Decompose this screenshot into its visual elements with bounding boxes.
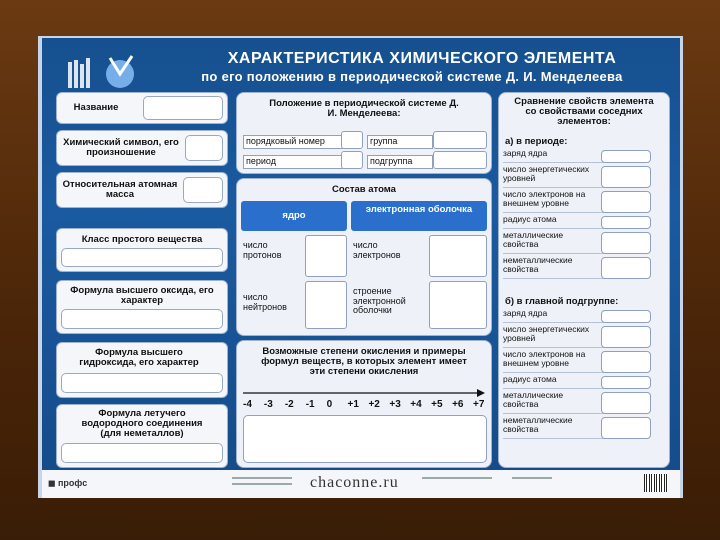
card-label: Класс простого вещества: [81, 234, 203, 245]
atom-panel: [236, 178, 492, 336]
flask-logo-icon: [62, 52, 152, 92]
card-atomic-mass: [56, 172, 228, 208]
shell-header: электронная оболочка: [351, 201, 487, 231]
hydroxide-field[interactable]: [61, 373, 223, 393]
period-compare-label: а) в периоде:: [505, 136, 568, 147]
subgroup-field[interactable]: [433, 151, 487, 169]
compare-row-field[interactable]: [601, 166, 651, 188]
compare-row-label: радиус атома: [503, 374, 557, 384]
nucleus-header: ядро: [241, 201, 347, 231]
compare-row-label: заряд ядра: [503, 308, 548, 318]
oxide-field[interactable]: [61, 309, 223, 329]
name-field[interactable]: [143, 96, 223, 120]
compare-row-field[interactable]: [601, 417, 651, 439]
card-label: Химический символ, его произношение: [63, 137, 179, 158]
compare-row-label: неметаллические свойства: [503, 255, 573, 274]
card-label: Относительная атомная масса: [62, 179, 178, 200]
barcode-icon: [644, 474, 668, 492]
neutrons-label: число нейтронов: [243, 292, 287, 312]
protons-field[interactable]: [305, 235, 347, 277]
field-label: порядковый номер: [243, 135, 343, 149]
card-oxide: [56, 280, 228, 334]
oxidation-state-tick: +6: [452, 399, 464, 410]
publisher-logo: ◼ профс: [48, 478, 88, 488]
oxidation-arrow-icon: [243, 389, 485, 397]
compare-row-field[interactable]: [601, 257, 651, 279]
compare-row-label: металлические свойства: [503, 230, 564, 249]
card-symbol: [56, 130, 228, 166]
oxidation-state-tick: -2: [284, 399, 294, 410]
electrons-label: число электронов: [353, 240, 401, 260]
oxidation-examples-field[interactable]: [243, 415, 487, 463]
period-field[interactable]: [341, 151, 363, 169]
class-field[interactable]: [61, 248, 223, 267]
atomic-number-field[interactable]: [341, 131, 363, 149]
oxidation-state-tick: +5: [431, 399, 443, 410]
card-label: Название: [73, 102, 119, 113]
card-hydroxide: [56, 342, 228, 398]
compare-row-field[interactable]: [601, 326, 651, 348]
fine-print: [512, 477, 552, 479]
symbol-field[interactable]: [185, 135, 223, 161]
compare-row-field[interactable]: [601, 232, 651, 254]
oxidation-state-tick: +4: [410, 399, 422, 410]
oxidation-state-tick: +1: [347, 399, 359, 410]
poster-subtitle: по его положению в периодической системе Д. И. Менделеева: [201, 69, 623, 84]
card-label: Формула высшего оксида, его характер: [70, 285, 214, 306]
compare-title: Сравнение свойств элемента со свойствами соседних элементов:: [514, 96, 654, 127]
shell-structure-label: строение электронной оболочки: [353, 286, 406, 315]
compare-row-label: число энергетических уровней: [503, 164, 590, 183]
compare-row-field[interactable]: [601, 392, 651, 414]
card-label: Формула летучего водородного соединения (для неметаллов): [81, 408, 203, 439]
field-label: подгруппа: [367, 155, 433, 169]
subgroup-compare-label: б) в главной подгруппе:: [505, 296, 619, 307]
compare-row-field[interactable]: [601, 376, 651, 389]
compare-row-field[interactable]: [601, 310, 651, 323]
group-field[interactable]: [433, 131, 487, 149]
compare-row-label: металлические свойства: [503, 390, 564, 409]
card-name: [56, 92, 228, 124]
protons-label: число протонов: [243, 240, 282, 260]
fine-print: [232, 477, 292, 479]
compare-row-label: число электронов на внешнем уровне: [503, 189, 586, 208]
shell-structure-field[interactable]: [429, 281, 487, 329]
mass-field[interactable]: [183, 177, 223, 203]
oxidation-state-tick: 0: [326, 399, 333, 410]
poster-title: ХАРАКТЕРИСТИКА ХИМИЧЕСКОГО ЭЛЕМЕНТА: [227, 50, 617, 67]
position-title: Положение в периодической системе Д. И. Менделеева:: [269, 98, 459, 119]
oxidation-scale: [243, 399, 485, 411]
poster: [42, 38, 680, 470]
card-label: Формула высшего гидроксида, его характер: [79, 347, 199, 368]
fine-print: [422, 477, 492, 479]
neutrons-field[interactable]: [305, 281, 347, 329]
fine-print: [232, 483, 292, 485]
position-panel: [236, 92, 492, 174]
watermark: chaconne.ru: [310, 474, 399, 491]
card-substance-class: [56, 228, 228, 272]
compare-row-label: радиус атома: [503, 214, 557, 224]
oxidation-state-tick: -3: [263, 399, 273, 410]
compare-row-field[interactable]: [601, 150, 651, 163]
oxidation-panel: [236, 340, 492, 468]
compare-panel: [498, 92, 670, 468]
oxidation-state-tick: -1: [305, 399, 315, 410]
hydride-field[interactable]: [61, 443, 223, 463]
atom-title: Состав атома: [332, 184, 396, 195]
card-hydride: [56, 404, 228, 468]
oxidation-title: Возможные степени окисления и примеры формул веществ, в которых элемент имеет эти степени окисления: [261, 346, 467, 377]
electrons-field[interactable]: [429, 235, 487, 277]
compare-row-field[interactable]: [601, 351, 651, 373]
oxidation-state-tick: -4: [243, 399, 252, 410]
compare-row-label: число энергетических уровней: [503, 324, 590, 343]
compare-row-field[interactable]: [601, 216, 651, 229]
oxidation-state-tick: +3: [389, 399, 401, 410]
compare-row-label: заряд ядра: [503, 148, 548, 158]
compare-row-label: неметаллические свойства: [503, 415, 573, 434]
oxidation-state-tick: +2: [368, 399, 380, 410]
field-label: группа: [367, 135, 433, 149]
oxidation-state-tick: +7: [473, 399, 485, 410]
field-label: период: [243, 155, 343, 169]
compare-row-field[interactable]: [601, 191, 651, 213]
poster-footer: [42, 470, 680, 498]
compare-row-label: число электронов на внешнем уровне: [503, 349, 586, 368]
